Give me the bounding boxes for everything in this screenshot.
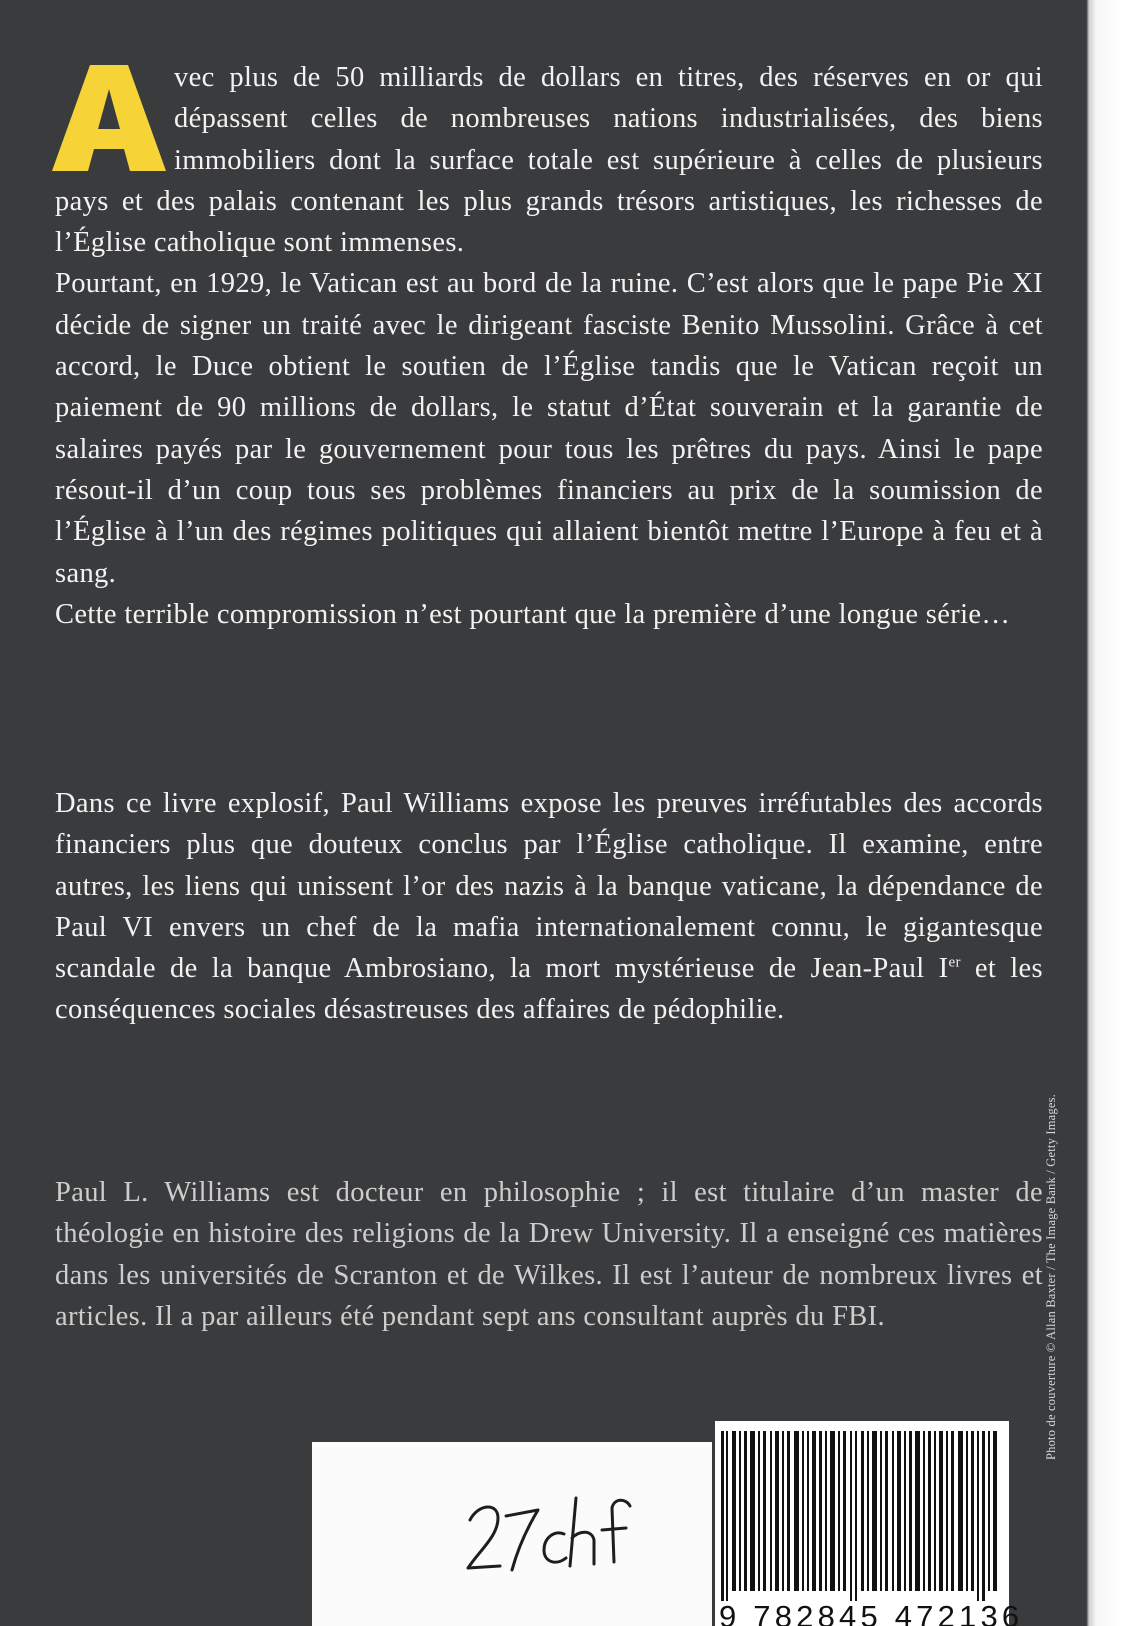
photo-credit: Photo de couverture © Allan Baxter / The Image Bank / Getty Images. <box>1044 1094 1058 1460</box>
intro-text: vec plus de 50 milliards de dollars en titres, des réserves en or qui dépassent celles de nombreuses nations industrialisées, des biens immobiliers dont la surface totale est supérieure à celles de plusieurs pays et des palais contenant les plus grands trésors artistiques, les richesses de l’Église catholique sont immenses. <box>55 62 1043 259</box>
intro-paragraph-2: Pourtant, en 1929, le Vatican est au bord de la ruine. C’est alors que le pape Pie XI décide de signer un traité avec le dirigeant fasciste Benito Mussolini. Grâce à cet accord, le Duce obtient le soutien de l’Église tandis que le Vatican reçoit un paiement de 90 millions de dollars, le statut d’État souverain et la garantie de salaires payés par le gouvernement pour tous les prêtres du pays. Ainsi le pape résout-il d’un coup tous ses problèmes financiers au prix de la soumission de l’Église à l’un des régimes politiques qui allaient bientôt mettre l’Europe à feu et à sang. <box>55 268 1043 589</box>
drop-cap <box>50 63 168 173</box>
intro-paragraph-1 <box>55 57 1043 263</box>
page-edge <box>1086 0 1121 1626</box>
drop-cap-letter <box>50 63 51 64</box>
superscript-er: er <box>948 954 961 971</box>
drop-cap-glyph <box>50 63 168 173</box>
book-summary <box>55 783 1043 1031</box>
bio-paragraph: Paul L. Williams est docteur en philosophie ; il est titulaire d’un master de théologie en histoire des religions de la Drew University. Il a enseigné ces matières dans les universités de Scranton et de Wilkes. Il est l’auteur de nombreux livres et articles. Il a par ailleurs été pendant sept ans consultant auprès du FBI. <box>55 1177 1043 1332</box>
barcode-bars <box>715 1421 1009 1626</box>
author-bio <box>55 1172 1043 1337</box>
barcode <box>715 1421 1024 1626</box>
intro-section <box>55 57 1043 635</box>
price-sticker <box>312 1442 712 1626</box>
book-paragraph <box>55 783 1043 1031</box>
book-text: Dans ce livre explosif, Paul Williams expose les preuves irréfutables des accords financiers plus que douteux conclus par l’Église catholique. Il examine, entre autres, les liens qui unissent l’or des nazis à la banque vaticane, la dépendance de Paul VI envers un chef de la mafia internationalement connu, le gigantesque scandale de la banque Ambrosiano, la mort mystérieuse de Jean-Paul I <box>55 788 1043 985</box>
intro-paragraph-3: Cette terrible compromission n’est pourtant que la première d’une longue série… <box>55 598 1011 630</box>
book-text-end: et les conséquences sociales désastreuses des affaires de pédophilie. <box>55 953 1043 1026</box>
isbn-digits: 9 782845 472136 <box>719 1599 1024 1626</box>
